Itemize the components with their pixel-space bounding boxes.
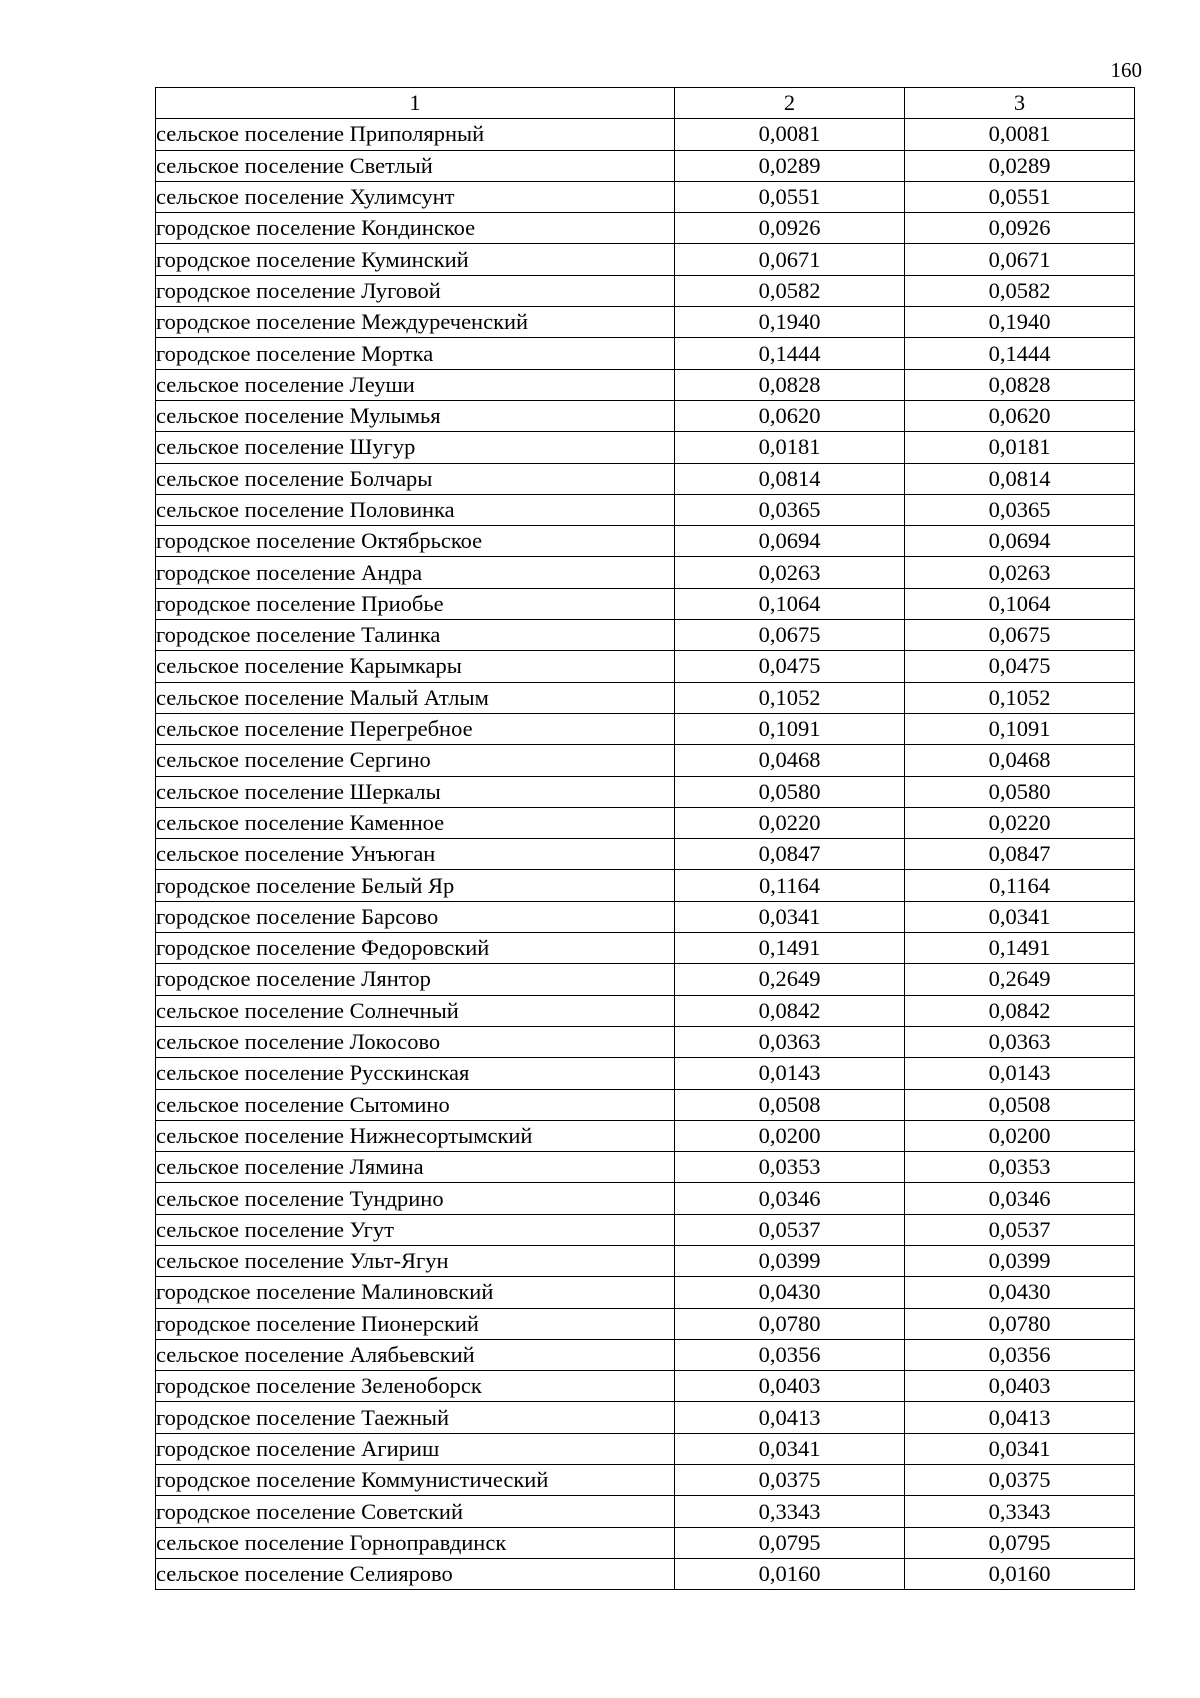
settlement-name-cell: сельское поселение Тундрино <box>156 1183 675 1214</box>
value-column-3-cell: 0,1052 <box>905 682 1135 713</box>
settlement-name-cell: городское поселение Белый Яр <box>156 870 675 901</box>
value-column-3-cell: 0,0375 <box>905 1465 1135 1496</box>
value-column-3-cell: 0,0842 <box>905 995 1135 1026</box>
value-column-2-cell: 0,0551 <box>675 181 905 212</box>
value-column-2-cell: 0,1491 <box>675 933 905 964</box>
settlement-name-cell: городское поселение Мортка <box>156 338 675 369</box>
value-column-2-cell: 0,0468 <box>675 745 905 776</box>
value-column-2-cell: 0,0341 <box>675 1433 905 1464</box>
table-row <box>156 400 1135 431</box>
table-row <box>156 870 1135 901</box>
table-row <box>156 244 1135 275</box>
value-column-2-cell: 0,0675 <box>675 620 905 651</box>
value-column-2-cell: 0,0346 <box>675 1183 905 1214</box>
settlement-name-cell: сельское поселение Перегребное <box>156 713 675 744</box>
settlement-name-cell: городское поселение Коммунистический <box>156 1465 675 1496</box>
value-column-3-cell: 0,0143 <box>905 1058 1135 1089</box>
settlement-name-cell: сельское поселение Шеркалы <box>156 776 675 807</box>
value-column-2-cell: 0,0365 <box>675 494 905 525</box>
value-column-2-cell: 0,0671 <box>675 244 905 275</box>
settlement-name-cell: сельское поселение Шугур <box>156 432 675 463</box>
settlement-name-cell: городское поселение Зеленоборск <box>156 1371 675 1402</box>
value-column-2-cell: 0,0356 <box>675 1339 905 1370</box>
value-column-3-cell: 0,0353 <box>905 1152 1135 1183</box>
value-column-2-cell: 0,1091 <box>675 713 905 744</box>
value-column-3-cell: 0,1091 <box>905 713 1135 744</box>
value-column-3-cell: 0,0926 <box>905 213 1135 244</box>
value-column-3-cell: 0,0537 <box>905 1214 1135 1245</box>
settlement-name-cell: городское поселение Куминский <box>156 244 675 275</box>
value-column-2-cell: 0,0795 <box>675 1527 905 1558</box>
table-row <box>156 745 1135 776</box>
table-header-row <box>156 88 1135 119</box>
value-column-2-cell: 0,0081 <box>675 119 905 150</box>
settlement-name-cell: городское поселение Приобье <box>156 588 675 619</box>
value-column-3-cell: 0,0346 <box>905 1183 1135 1214</box>
table-row <box>156 1245 1135 1276</box>
table-row <box>156 651 1135 682</box>
settlement-name-cell: городское поселение Лянтор <box>156 964 675 995</box>
value-column-2-cell: 0,0508 <box>675 1089 905 1120</box>
settlement-name-cell: сельское поселение Сытомино <box>156 1089 675 1120</box>
table-row <box>156 807 1135 838</box>
value-column-2-cell: 0,0160 <box>675 1558 905 1589</box>
settlement-name-cell: городское поселение Советский <box>156 1496 675 1527</box>
data-table <box>155 87 1135 1590</box>
table-row <box>156 776 1135 807</box>
value-column-2-cell: 0,0537 <box>675 1214 905 1245</box>
value-column-2-cell: 0,3343 <box>675 1496 905 1527</box>
table-row <box>156 432 1135 463</box>
settlement-name-cell: городское поселение Таежный <box>156 1402 675 1433</box>
value-column-2-cell: 0,0842 <box>675 995 905 1026</box>
table-row <box>156 1152 1135 1183</box>
settlement-name-cell: сельское поселение Приполярный <box>156 119 675 150</box>
settlement-name-cell: сельское поселение Ульт-Ягун <box>156 1245 675 1276</box>
value-column-3-cell: 0,0814 <box>905 463 1135 494</box>
value-column-3-cell: 0,1491 <box>905 933 1135 964</box>
value-column-3-cell: 0,0551 <box>905 181 1135 212</box>
table-row <box>156 620 1135 651</box>
settlement-name-cell: городское поселение Андра <box>156 557 675 588</box>
value-column-2-cell: 0,1164 <box>675 870 905 901</box>
value-column-3-cell: 0,0675 <box>905 620 1135 651</box>
value-column-2-cell: 0,0694 <box>675 526 905 557</box>
value-column-3-cell: 0,0200 <box>905 1120 1135 1151</box>
table-row <box>156 1371 1135 1402</box>
table-row <box>156 181 1135 212</box>
value-column-2-cell: 0,0341 <box>675 901 905 932</box>
table-row <box>156 213 1135 244</box>
value-column-2-cell: 0,0289 <box>675 150 905 181</box>
settlement-name-cell: городское поселение Луговой <box>156 275 675 306</box>
table-row <box>156 307 1135 338</box>
settlement-name-cell: сельское поселение Светлый <box>156 150 675 181</box>
value-column-3-cell: 0,2649 <box>905 964 1135 995</box>
table-row <box>156 1496 1135 1527</box>
settlement-name-cell: городское поселение Агириш <box>156 1433 675 1464</box>
settlement-name-cell: сельское поселение Карымкары <box>156 651 675 682</box>
settlement-name-cell: городское поселение Талинка <box>156 620 675 651</box>
value-column-3-cell: 0,0341 <box>905 1433 1135 1464</box>
value-column-3-cell: 0,0363 <box>905 1026 1135 1057</box>
column-header-2: 2 <box>675 88 905 119</box>
value-column-2-cell: 0,0475 <box>675 651 905 682</box>
table-row <box>156 1308 1135 1339</box>
table-body <box>156 88 1135 1590</box>
value-column-3-cell: 0,0620 <box>905 400 1135 431</box>
settlement-name-cell: сельское поселение Сергино <box>156 745 675 776</box>
value-column-2-cell: 0,0847 <box>675 839 905 870</box>
page-number: 160 <box>1110 58 1142 82</box>
value-column-2-cell: 0,0620 <box>675 400 905 431</box>
settlement-name-cell: сельское поселение Солнечный <box>156 995 675 1026</box>
value-column-3-cell: 0,0160 <box>905 1558 1135 1589</box>
settlement-name-cell: сельское поселение Угут <box>156 1214 675 1245</box>
value-column-3-cell: 0,0403 <box>905 1371 1135 1402</box>
value-column-3-cell: 0,0780 <box>905 1308 1135 1339</box>
table-row <box>156 275 1135 306</box>
settlement-name-cell: сельское поселение Болчары <box>156 463 675 494</box>
value-column-2-cell: 0,0814 <box>675 463 905 494</box>
settlement-name-cell: городское поселение Кондинское <box>156 213 675 244</box>
table-row <box>156 1558 1135 1589</box>
value-column-2-cell: 0,0399 <box>675 1245 905 1276</box>
settlement-name-cell: сельское поселение Половинка <box>156 494 675 525</box>
value-column-2-cell: 0,0363 <box>675 1026 905 1057</box>
column-header-1: 1 <box>156 88 675 119</box>
table-row <box>156 150 1135 181</box>
value-column-3-cell: 0,0181 <box>905 432 1135 463</box>
table-row <box>156 119 1135 150</box>
value-column-3-cell: 0,3343 <box>905 1496 1135 1527</box>
settlement-name-cell: сельское поселение Алябьевский <box>156 1339 675 1370</box>
table-row <box>156 494 1135 525</box>
table-row <box>156 526 1135 557</box>
table-row <box>156 933 1135 964</box>
table-row <box>156 901 1135 932</box>
settlement-name-cell: городское поселение Междуреченский <box>156 307 675 338</box>
settlement-name-cell: сельское поселение Леуши <box>156 369 675 400</box>
settlement-name-cell: сельское поселение Малый Атлым <box>156 682 675 713</box>
table-row <box>156 1277 1135 1308</box>
value-column-3-cell: 0,1940 <box>905 307 1135 338</box>
settlement-name-cell: сельское поселение Хулимсунт <box>156 181 675 212</box>
value-column-3-cell: 0,0847 <box>905 839 1135 870</box>
table-row <box>156 1058 1135 1089</box>
table-row <box>156 995 1135 1026</box>
value-column-2-cell: 0,0375 <box>675 1465 905 1496</box>
value-column-3-cell: 0,0365 <box>905 494 1135 525</box>
value-column-2-cell: 0,1940 <box>675 307 905 338</box>
table-row <box>156 1120 1135 1151</box>
table-row <box>156 1433 1135 1464</box>
value-column-2-cell: 0,0430 <box>675 1277 905 1308</box>
value-column-2-cell: 0,0582 <box>675 275 905 306</box>
value-column-2-cell: 0,1064 <box>675 588 905 619</box>
column-header-3: 3 <box>905 88 1135 119</box>
value-column-2-cell: 0,2649 <box>675 964 905 995</box>
value-column-3-cell: 0,1444 <box>905 338 1135 369</box>
table-row <box>156 1465 1135 1496</box>
table-row <box>156 369 1135 400</box>
value-column-2-cell: 0,0200 <box>675 1120 905 1151</box>
value-column-3-cell: 0,0289 <box>905 150 1135 181</box>
value-column-3-cell: 0,0795 <box>905 1527 1135 1558</box>
settlement-name-cell: сельское поселение Унъюган <box>156 839 675 870</box>
table-row <box>156 588 1135 619</box>
table-row <box>156 557 1135 588</box>
value-column-2-cell: 0,0828 <box>675 369 905 400</box>
table-row <box>156 338 1135 369</box>
value-column-3-cell: 0,0263 <box>905 557 1135 588</box>
value-column-3-cell: 0,0399 <box>905 1245 1135 1276</box>
value-column-3-cell: 0,0430 <box>905 1277 1135 1308</box>
settlement-name-cell: городское поселение Федоровский <box>156 933 675 964</box>
value-column-2-cell: 0,0403 <box>675 1371 905 1402</box>
settlement-name-cell: сельское поселение Каменное <box>156 807 675 838</box>
settlement-name-cell: сельское поселение Нижнесортымский <box>156 1120 675 1151</box>
value-column-2-cell: 0,0263 <box>675 557 905 588</box>
settlement-name-cell: городское поселение Октябрьское <box>156 526 675 557</box>
settlement-name-cell: сельское поселение Мулымья <box>156 400 675 431</box>
settlement-name-cell: сельское поселение Русскинская <box>156 1058 675 1089</box>
table-row <box>156 463 1135 494</box>
value-column-3-cell: 0,0413 <box>905 1402 1135 1433</box>
value-column-2-cell: 0,0143 <box>675 1058 905 1089</box>
value-column-3-cell: 0,0475 <box>905 651 1135 682</box>
table-row <box>156 713 1135 744</box>
settlement-name-cell: сельское поселение Селиярово <box>156 1558 675 1589</box>
settlement-name-cell: сельское поселение Горноправдинск <box>156 1527 675 1558</box>
value-column-3-cell: 0,0582 <box>905 275 1135 306</box>
table-row <box>156 1339 1135 1370</box>
table-row <box>156 1183 1135 1214</box>
settlement-name-cell: городское поселение Пионерский <box>156 1308 675 1339</box>
table-row <box>156 682 1135 713</box>
value-column-2-cell: 0,0181 <box>675 432 905 463</box>
value-column-3-cell: 0,0468 <box>905 745 1135 776</box>
value-column-2-cell: 0,0580 <box>675 776 905 807</box>
value-column-3-cell: 0,0580 <box>905 776 1135 807</box>
value-column-2-cell: 0,0220 <box>675 807 905 838</box>
settlement-name-cell: городское поселение Малиновский <box>156 1277 675 1308</box>
value-column-3-cell: 0,0081 <box>905 119 1135 150</box>
table-row <box>156 1089 1135 1120</box>
settlement-name-cell: сельское поселение Лямина <box>156 1152 675 1183</box>
table-row <box>156 1402 1135 1433</box>
table-row <box>156 1527 1135 1558</box>
value-column-3-cell: 0,0341 <box>905 901 1135 932</box>
settlement-name-cell: сельское поселение Локосово <box>156 1026 675 1057</box>
value-column-3-cell: 0,0671 <box>905 244 1135 275</box>
value-column-2-cell: 0,1444 <box>675 338 905 369</box>
value-column-2-cell: 0,1052 <box>675 682 905 713</box>
table-row <box>156 964 1135 995</box>
value-column-2-cell: 0,0353 <box>675 1152 905 1183</box>
value-column-3-cell: 0,1064 <box>905 588 1135 619</box>
table-row <box>156 1214 1135 1245</box>
value-column-3-cell: 0,1164 <box>905 870 1135 901</box>
value-column-2-cell: 0,0780 <box>675 1308 905 1339</box>
value-column-3-cell: 0,0828 <box>905 369 1135 400</box>
settlement-name-cell: городское поселение Барсово <box>156 901 675 932</box>
value-column-2-cell: 0,0926 <box>675 213 905 244</box>
value-column-3-cell: 0,0220 <box>905 807 1135 838</box>
value-column-3-cell: 0,0508 <box>905 1089 1135 1120</box>
value-column-3-cell: 0,0356 <box>905 1339 1135 1370</box>
value-column-3-cell: 0,0694 <box>905 526 1135 557</box>
table-row <box>156 839 1135 870</box>
value-column-2-cell: 0,0413 <box>675 1402 905 1433</box>
table-row <box>156 1026 1135 1057</box>
